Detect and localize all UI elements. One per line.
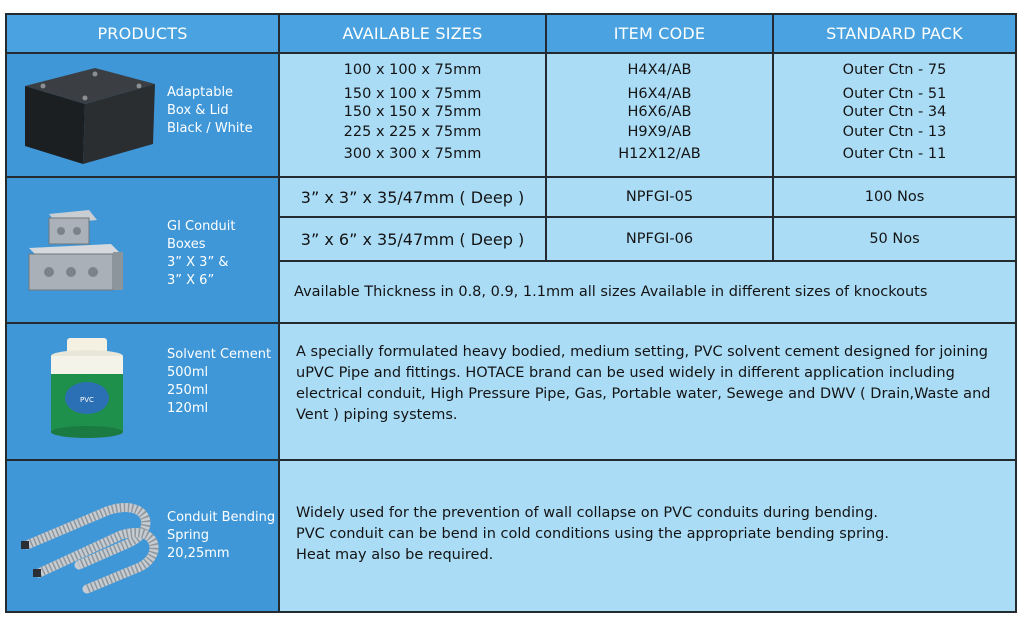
product-label-line: Box & Lid: [167, 103, 229, 118]
product-label-line: Solvent Cement: [167, 347, 272, 362]
size-value: 225 x 225 x 75mm: [343, 124, 482, 140]
thickness-note-text: Available Thickness in 0.8, 0.9, 1.1mm all sizes Available in different sizes of knockouts: [294, 284, 928, 300]
product-label-line: GI Conduit Boxes: [167, 219, 236, 252]
product-cell-bending-spring: [7, 461, 278, 611]
pack-cell-npfgi-06: 50 Nos: [774, 218, 1015, 260]
code-cell-adaptable-box: [547, 54, 772, 176]
description-line: Vent ) piping systems.: [296, 407, 458, 423]
product-label-line: Spring: [167, 528, 209, 543]
description-line: Widely used for the prevention of wall collapse on PVC conduits during bending.: [296, 505, 879, 521]
pack-value: Outer Ctn - 34: [842, 104, 947, 120]
item-code: H9X9/AB: [627, 124, 692, 140]
pack-cell-adaptable-box: [774, 54, 1015, 176]
pack-value: Outer Ctn - 11: [842, 146, 947, 162]
product-label-line: 3” X 3” &: [167, 255, 229, 270]
cement-description-cell: [280, 324, 1015, 459]
product-label-line: 250ml: [167, 383, 209, 398]
product-label-line: Conduit Bending: [167, 510, 276, 525]
item-code: H6X6/AB: [627, 104, 692, 120]
code-cell-npfgi-05: NPFGI-05: [547, 178, 772, 216]
item-code: H12X12/AB: [618, 146, 701, 162]
size-value: 100 x 100 x 75mm: [343, 62, 482, 78]
header-standard-pack: STANDARD PACK: [774, 15, 1015, 52]
pack-cell-npfgi-05: 100 Nos: [774, 178, 1015, 216]
description-line: electrical conduit, High Pressure Pipe, Gas, Portable water, Sewege and DWV ( Drain,Waste and: [296, 386, 991, 402]
pack-value: Outer Ctn - 13: [842, 124, 947, 140]
item-code: H6X4/AB: [627, 86, 692, 102]
cement-can-image: [37, 336, 137, 446]
product-label-line: 20,25mm: [167, 546, 230, 561]
description-line: A specially formulated heavy bodied, medium setting, PVC solvent cement designed for joining: [296, 344, 988, 360]
size-value: 150 x 100 x 75mm: [343, 86, 482, 102]
product-cell-gi-conduit-boxes: [7, 178, 278, 322]
product-label-line: 3” X 6”: [167, 273, 215, 288]
pack-value: Outer Ctn - 75: [842, 62, 947, 78]
header-products: PRODUCTS: [7, 15, 278, 52]
product-label-line: Black / White: [167, 121, 253, 136]
size-value: 300 x 300 x 75mm: [343, 146, 482, 162]
code-cell-npfgi-06: NPFGI-06: [547, 218, 772, 260]
size-value: 150 x 150 x 75mm: [343, 104, 482, 120]
pack-value: Outer Ctn - 51: [842, 86, 947, 102]
product-label-line: Adaptable: [167, 85, 234, 100]
black-box-image: [13, 62, 163, 172]
gi-thickness-note: [280, 262, 1015, 322]
svg-text:PVC: PVC: [80, 396, 94, 404]
product-label-line: 120ml: [167, 401, 209, 416]
description-line: Heat may also be required.: [296, 547, 494, 563]
spring-description-cell: [280, 461, 1015, 611]
product-cell-adaptable-box: [7, 54, 278, 176]
product-label-line: 500ml: [167, 365, 209, 380]
sizes-cell-adaptable-box: [280, 54, 545, 176]
item-code: H4X4/AB: [627, 62, 692, 78]
description-line: uPVC Pipe and fittings. HOTACE brand can be used widely in different application including: [296, 365, 955, 381]
product-cell-solvent-cement: [7, 324, 278, 459]
spring-image: [17, 483, 167, 603]
size-cell-npfgi-06: 3” x 6” x 35/47mm ( Deep ): [280, 218, 545, 260]
size-cell-npfgi-05: 3” x 3” x 35/47mm ( Deep ): [280, 178, 545, 216]
gi-box-image: [19, 204, 149, 314]
header-available-sizes: AVAILABLE SIZES: [280, 15, 545, 52]
header-item-code: ITEM CODE: [547, 15, 772, 52]
description-line: PVC conduit can be bend in cold conditions using the appropriate bending spring.: [296, 526, 889, 542]
